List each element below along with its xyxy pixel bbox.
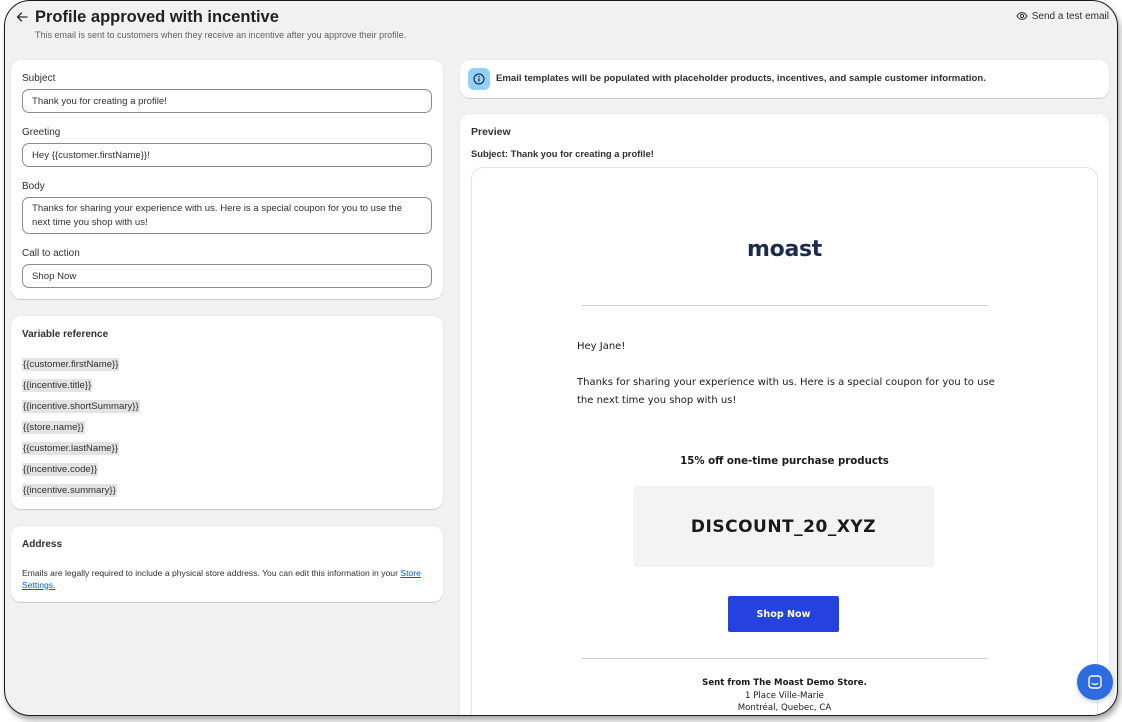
call-to-action-input[interactable]: Shop Now: [22, 264, 432, 288]
call-to-action-label: Call to action: [22, 248, 80, 259]
discount-code: DISCOUNT_20_XYZ: [690, 516, 877, 537]
subject-input[interactable]: Thank you for creating a profile!: [22, 89, 432, 113]
send-test-email-button[interactable]: [1016, 10, 1109, 22]
email-greeting: Hey Jane!: [577, 341, 626, 352]
preview-card: [460, 114, 1109, 716]
footer-address-line1: 1 Place Ville-Marie: [745, 691, 824, 701]
app-window: [4, 0, 1118, 716]
footer-sent-from: Sent from The Moast Demo Store.: [702, 678, 867, 688]
store-settings-link[interactable]: Store Settings.: [22, 568, 421, 590]
chat-support-button[interactable]: [1077, 664, 1113, 700]
variable-item: {{customer.lastName}}: [23, 443, 118, 454]
info-banner: [460, 60, 1109, 98]
info-icon: [468, 68, 490, 90]
variable-item: {{incentive.shortSummary}}: [23, 401, 139, 412]
variable-item: {{incentive.title}}: [23, 380, 92, 391]
divider: [582, 658, 988, 659]
greeting-label: Greeting: [22, 127, 61, 138]
address-card: [11, 526, 443, 602]
variable-reference-heading: Variable reference: [22, 329, 109, 340]
eye-icon: [1016, 10, 1028, 22]
address-description: [22, 568, 432, 591]
variable-reference-card: [11, 316, 443, 509]
preview-subject: Subject: Thank you for creating a profile!: [471, 148, 654, 159]
address-text: Emails are legally required to include a physical store address. You can edit this information in your: [22, 568, 398, 578]
email-body: Thanks for sharing your experience with us. Here is a special coupon for you to use the next time you shop with us!: [577, 377, 995, 406]
email-form-card: [11, 60, 443, 299]
incentive-title: 15% off one-time purchase products: [680, 456, 889, 467]
page-header: [15, 7, 1117, 47]
footer-address-line2: Montréal, Quebec, CA: [737, 703, 832, 713]
variable-item: {{incentive.summary}}: [23, 485, 116, 496]
address-heading: Address: [22, 539, 63, 550]
body-textarea[interactable]: Thanks for sharing your experience with us. Here is a special coupon for you to use the next time you shop with us!: [22, 197, 432, 234]
email-preview: [471, 167, 1098, 716]
store-logo: moast: [747, 237, 822, 262]
page-title: Profile approved with incentive: [35, 8, 279, 26]
discount-code-box: [633, 486, 934, 567]
subject-label: Subject: [22, 73, 56, 84]
info-banner-text: Email templates will be populated with placeholder products, incentives, and sample customer information.: [496, 73, 986, 84]
body-label: Body: [22, 181, 45, 192]
shop-now-button[interactable]: Shop Now: [728, 596, 839, 632]
page-subtitle: This email is sent to customers when they receive an incentive after you approve their profile.: [35, 30, 407, 40]
variable-item: {{incentive.code}}: [23, 464, 98, 475]
preview-heading: Preview: [471, 126, 511, 138]
back-arrow-icon[interactable]: [15, 10, 33, 28]
variable-item: {{customer.firstName}}: [23, 359, 119, 370]
variable-item: {{store.name}}: [23, 422, 84, 433]
chat-icon: [1087, 674, 1103, 690]
send-test-email-label: Send a test email: [1031, 10, 1109, 22]
greeting-input[interactable]: Hey {{customer.firstName}}!: [22, 143, 432, 167]
divider: [582, 305, 988, 306]
